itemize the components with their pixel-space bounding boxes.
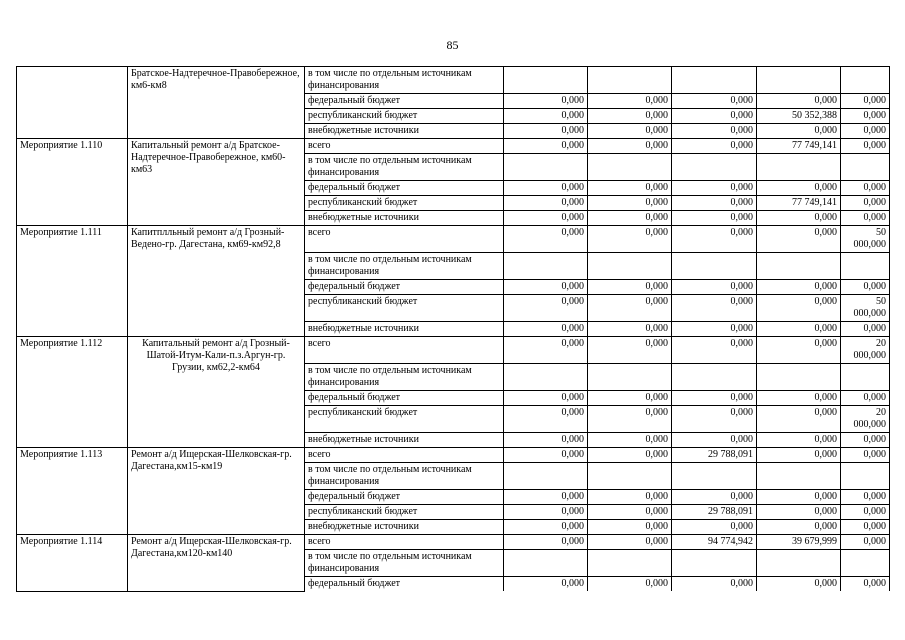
amount-cell xyxy=(841,67,890,94)
amount-cell xyxy=(672,550,757,577)
event-cell: Мероприятие 1.112 xyxy=(17,337,128,448)
funding-source-cell: республиканский бюджет xyxy=(305,196,504,211)
amount-cell: 0,000 xyxy=(841,94,890,109)
amount-cell: 0,000 xyxy=(672,109,757,124)
amount-cell: 0,000 xyxy=(757,505,841,520)
table-row xyxy=(17,139,890,154)
amount-cell: 0,000 xyxy=(672,337,757,364)
amount-cell: 0,000 xyxy=(757,124,841,139)
funding-source-cell: в том числе по отдельным источникам финансирования xyxy=(305,253,504,280)
amount-cell: 0,000 xyxy=(841,577,890,592)
amount-cell: 0,000 xyxy=(588,124,672,139)
amount-cell: 0,000 xyxy=(504,124,588,139)
table-row xyxy=(17,226,890,253)
amount-cell: 0,000 xyxy=(841,280,890,295)
amount-cell: 0,000 xyxy=(841,391,890,406)
funding-source-cell: внебюджетные источники xyxy=(305,322,504,337)
amount-cell: 29 788,091 xyxy=(672,505,757,520)
amount-cell: 0,000 xyxy=(504,322,588,337)
amount-cell: 0,000 xyxy=(588,280,672,295)
object-name-cell: Братское-Надтеречное-Правобережное, км6-км8 xyxy=(128,67,305,139)
funding-source-cell: республиканский бюджет xyxy=(305,109,504,124)
amount-cell: 0,000 xyxy=(672,94,757,109)
amount-cell: 0,000 xyxy=(504,391,588,406)
amount-cell xyxy=(504,364,588,391)
amount-cell: 0,000 xyxy=(672,124,757,139)
amount-cell: 0,000 xyxy=(672,391,757,406)
amount-cell: 0,000 xyxy=(672,181,757,196)
amount-cell: 0,000 xyxy=(841,181,890,196)
amount-cell: 0,000 xyxy=(672,226,757,253)
amount-cell: 50 000,000 xyxy=(841,295,890,322)
amount-cell: 0,000 xyxy=(588,94,672,109)
object-name-cell: Ремонт а/д Ищерская-Шелковская-гр. Дагестана,км15-км19 xyxy=(128,448,305,535)
event-cell: Мероприятие 1.113 xyxy=(17,448,128,535)
amount-cell: 0,000 xyxy=(672,196,757,211)
amount-cell xyxy=(672,364,757,391)
amount-cell: 0,000 xyxy=(504,406,588,433)
amount-cell: 0,000 xyxy=(672,295,757,322)
funding-source-cell: федеральный бюджет xyxy=(305,181,504,196)
object-name-cell: Капитплльный ремонт а/д Грозный-Ведено-гр. Дагестана, км69-км92,8 xyxy=(128,226,305,337)
amount-cell: 50 352,388 xyxy=(757,109,841,124)
event-cell: Мероприятие 1.114 xyxy=(17,535,128,592)
amount-cell: 0,000 xyxy=(757,322,841,337)
amount-cell: 0,000 xyxy=(588,406,672,433)
table-row xyxy=(17,67,890,94)
amount-cell: 94 774,942 xyxy=(672,535,757,550)
amount-cell: 0,000 xyxy=(757,211,841,226)
amount-cell: 20 000,000 xyxy=(841,406,890,433)
amount-cell xyxy=(757,550,841,577)
amount-cell: 0,000 xyxy=(672,520,757,535)
funding-source-cell: федеральный бюджет xyxy=(305,391,504,406)
amount-cell xyxy=(588,463,672,490)
amount-cell xyxy=(757,364,841,391)
amount-cell: 0,000 xyxy=(841,535,890,550)
funding-source-cell: всего xyxy=(305,535,504,550)
funding-source-cell: в том числе по отдельным источникам финансирования xyxy=(305,154,504,181)
amount-cell: 20 000,000 xyxy=(841,337,890,364)
amount-cell xyxy=(841,463,890,490)
amount-cell: 0,000 xyxy=(841,448,890,463)
amount-cell: 0,000 xyxy=(504,490,588,505)
amount-cell xyxy=(504,253,588,280)
amount-cell: 0,000 xyxy=(504,520,588,535)
funding-source-cell: внебюджетные источники xyxy=(305,433,504,448)
amount-cell: 0,000 xyxy=(757,295,841,322)
amount-cell xyxy=(672,154,757,181)
amount-cell: 0,000 xyxy=(504,139,588,154)
amount-cell: 0,000 xyxy=(588,490,672,505)
funding-source-cell: в том числе по отдельным источникам финансирования xyxy=(305,550,504,577)
amount-cell: 0,000 xyxy=(841,505,890,520)
amount-cell: 0,000 xyxy=(757,337,841,364)
amount-cell xyxy=(588,67,672,94)
amount-cell xyxy=(504,154,588,181)
amount-cell: 0,000 xyxy=(504,505,588,520)
amount-cell xyxy=(757,67,841,94)
amount-cell xyxy=(841,550,890,577)
funding-source-cell: федеральный бюджет xyxy=(305,94,504,109)
amount-cell: 0,000 xyxy=(757,520,841,535)
funding-source-cell: всего xyxy=(305,139,504,154)
amount-cell: 0,000 xyxy=(588,322,672,337)
amount-cell: 0,000 xyxy=(588,535,672,550)
event-cell xyxy=(17,67,128,139)
amount-cell: 0,000 xyxy=(504,109,588,124)
amount-cell: 0,000 xyxy=(504,295,588,322)
funding-source-cell: всего xyxy=(305,337,504,364)
amount-cell: 0,000 xyxy=(841,124,890,139)
amount-cell: 0,000 xyxy=(504,280,588,295)
amount-cell: 0,000 xyxy=(841,490,890,505)
amount-cell: 0,000 xyxy=(588,226,672,253)
funding-source-cell: в том числе по отдельным источникам финансирования xyxy=(305,67,504,94)
amount-cell xyxy=(672,253,757,280)
table-row xyxy=(17,448,890,463)
funding-source-cell: республиканский бюджет xyxy=(305,505,504,520)
amount-cell: 0,000 xyxy=(504,196,588,211)
amount-cell: 0,000 xyxy=(757,94,841,109)
amount-cell xyxy=(841,253,890,280)
amount-cell: 0,000 xyxy=(588,520,672,535)
event-cell: Мероприятие 1.111 xyxy=(17,226,128,337)
amount-cell: 0,000 xyxy=(504,226,588,253)
amount-cell: 0,000 xyxy=(672,577,757,592)
amount-cell xyxy=(757,253,841,280)
financing-table xyxy=(16,66,890,592)
amount-cell: 0,000 xyxy=(588,211,672,226)
object-name-cell: Ремонт а/д Ищерская-Шелковская-гр. Дагестана,км120-км140 xyxy=(128,535,305,592)
amount-cell: 0,000 xyxy=(841,520,890,535)
amount-cell xyxy=(588,253,672,280)
funding-source-cell: внебюджетные источники xyxy=(305,124,504,139)
funding-source-cell: республиканский бюджет xyxy=(305,295,504,322)
amount-cell xyxy=(757,463,841,490)
amount-cell: 0,000 xyxy=(841,433,890,448)
object-name-cell: Капитальный ремонт а/д Грозный-Шатой-Итум-Кали-п.з.Аргун-гр. Грузии, км62,2-км64 xyxy=(128,337,305,448)
amount-cell: 0,000 xyxy=(588,139,672,154)
amount-cell: 0,000 xyxy=(841,211,890,226)
amount-cell: 0,000 xyxy=(757,577,841,592)
amount-cell: 0,000 xyxy=(841,139,890,154)
funding-source-cell: федеральный бюджет xyxy=(305,577,504,592)
amount-cell: 0,000 xyxy=(757,181,841,196)
amount-cell: 0,000 xyxy=(588,391,672,406)
amount-cell: 0,000 xyxy=(588,295,672,322)
amount-cell xyxy=(757,154,841,181)
amount-cell: 39 679,999 xyxy=(757,535,841,550)
amount-cell xyxy=(588,550,672,577)
table-row xyxy=(17,337,890,364)
amount-cell xyxy=(504,550,588,577)
amount-cell: 0,000 xyxy=(672,139,757,154)
amount-cell: 29 788,091 xyxy=(672,448,757,463)
amount-cell: 77 749,141 xyxy=(757,139,841,154)
amount-cell xyxy=(841,364,890,391)
amount-cell xyxy=(588,364,672,391)
amount-cell: 0,000 xyxy=(757,433,841,448)
amount-cell xyxy=(504,463,588,490)
amount-cell xyxy=(588,154,672,181)
funding-source-cell: федеральный бюджет xyxy=(305,280,504,295)
amount-cell: 0,000 xyxy=(588,337,672,364)
amount-cell: 0,000 xyxy=(672,490,757,505)
amount-cell: 0,000 xyxy=(672,211,757,226)
amount-cell: 0,000 xyxy=(504,181,588,196)
amount-cell: 77 749,141 xyxy=(757,196,841,211)
amount-cell: 0,000 xyxy=(757,391,841,406)
amount-cell xyxy=(504,67,588,94)
amount-cell: 0,000 xyxy=(841,322,890,337)
object-name-cell: Капитальный ремонт а/д Братское-Надтеречное-Правобережное, км60-км63 xyxy=(128,139,305,226)
amount-cell: 50 000,000 xyxy=(841,226,890,253)
amount-cell: 0,000 xyxy=(672,322,757,337)
amount-cell: 0,000 xyxy=(504,337,588,364)
table-row xyxy=(17,535,890,550)
amount-cell: 0,000 xyxy=(588,577,672,592)
amount-cell: 0,000 xyxy=(504,577,588,592)
funding-source-cell: федеральный бюджет xyxy=(305,490,504,505)
amount-cell: 0,000 xyxy=(841,196,890,211)
funding-source-cell: всего xyxy=(305,226,504,253)
funding-source-cell: внебюджетные источники xyxy=(305,211,504,226)
amount-cell: 0,000 xyxy=(504,94,588,109)
amount-cell xyxy=(841,154,890,181)
amount-cell: 0,000 xyxy=(504,211,588,226)
amount-cell xyxy=(672,463,757,490)
amount-cell: 0,000 xyxy=(588,448,672,463)
amount-cell: 0,000 xyxy=(757,490,841,505)
amount-cell: 0,000 xyxy=(588,505,672,520)
amount-cell: 0,000 xyxy=(757,406,841,433)
amount-cell: 0,000 xyxy=(588,109,672,124)
amount-cell: 0,000 xyxy=(757,448,841,463)
amount-cell xyxy=(672,67,757,94)
amount-cell: 0,000 xyxy=(841,109,890,124)
amount-cell: 0,000 xyxy=(672,433,757,448)
amount-cell: 0,000 xyxy=(672,280,757,295)
amount-cell: 0,000 xyxy=(588,433,672,448)
amount-cell: 0,000 xyxy=(504,535,588,550)
amount-cell: 0,000 xyxy=(588,181,672,196)
amount-cell: 0,000 xyxy=(672,406,757,433)
funding-source-cell: в том числе по отдельным источникам финансирования xyxy=(305,463,504,490)
funding-source-cell: в том числе по отдельным источникам финансирования xyxy=(305,364,504,391)
page-number: 85 xyxy=(446,38,459,52)
funding-source-cell: республиканский бюджет xyxy=(305,406,504,433)
amount-cell: 0,000 xyxy=(757,226,841,253)
funding-source-cell: всего xyxy=(305,448,504,463)
amount-cell: 0,000 xyxy=(588,196,672,211)
funding-source-cell: внебюджетные источники xyxy=(305,520,504,535)
amount-cell: 0,000 xyxy=(757,280,841,295)
event-cell: Мероприятие 1.110 xyxy=(17,139,128,226)
amount-cell: 0,000 xyxy=(504,433,588,448)
amount-cell: 0,000 xyxy=(504,448,588,463)
